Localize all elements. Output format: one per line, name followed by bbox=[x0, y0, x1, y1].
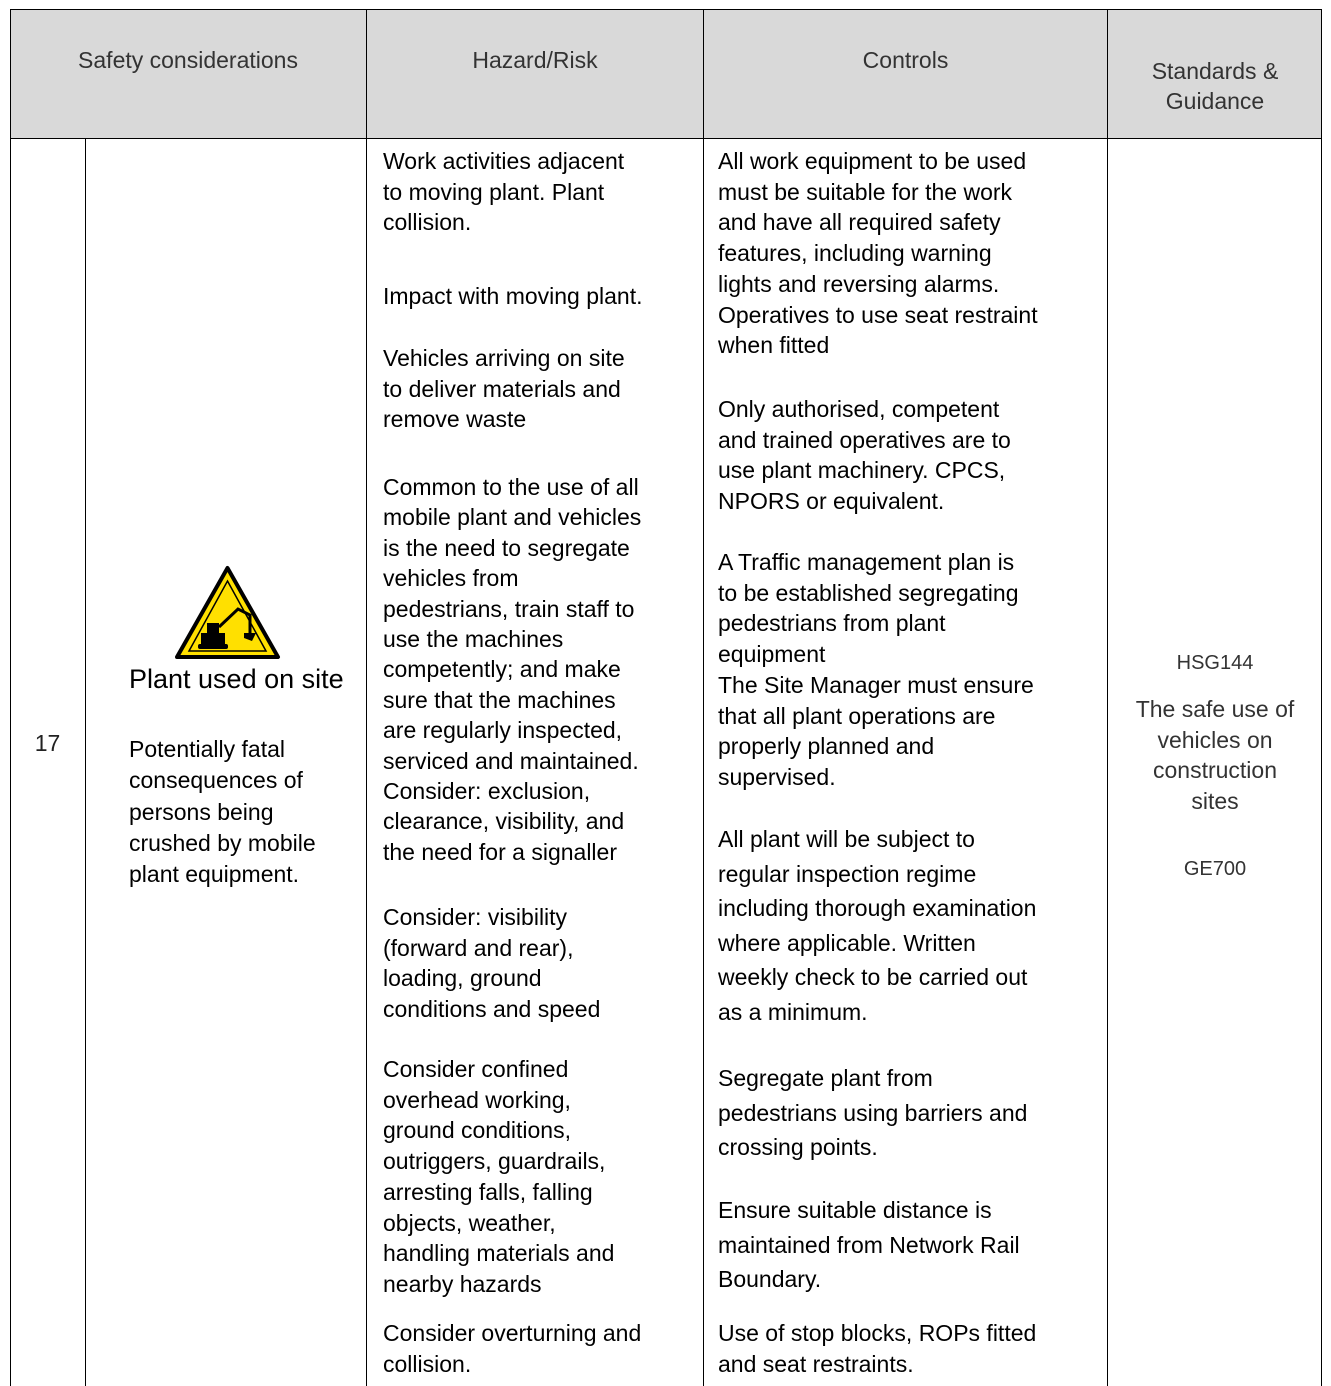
control-line: All plant will be subject to bbox=[718, 826, 975, 852]
hazard-line: use the machines bbox=[383, 626, 564, 653]
table-top-border bbox=[10, 9, 1322, 10]
standards-column-divider bbox=[1107, 9, 1108, 1386]
control-line: Segregate plant from bbox=[718, 1065, 933, 1091]
control-line: A Traffic management plan is bbox=[718, 549, 1015, 575]
hazard-line: Consider: visibility bbox=[383, 904, 568, 930]
hazard-line: Consider: exclusion, bbox=[383, 778, 591, 805]
header-standards-guidance bbox=[1108, 9, 1322, 139]
hazard-line: to moving plant. Plant bbox=[383, 178, 605, 205]
control-block bbox=[718, 1061, 1027, 1165]
control-line: The Site Manager must ensure bbox=[718, 671, 1034, 698]
hazard-block bbox=[383, 1318, 641, 1379]
standards-code-ge700: GE700 bbox=[1183, 858, 1247, 880]
controls-column-divider bbox=[703, 9, 704, 1386]
control-line: equipment bbox=[718, 641, 826, 668]
control-line: as a minimum. bbox=[718, 998, 868, 1025]
guidance-line: construction bbox=[1152, 757, 1277, 783]
hazard-line: conditions and speed bbox=[383, 996, 601, 1023]
control-line: must be suitable for the work bbox=[718, 178, 1013, 205]
hazard-block bbox=[383, 281, 643, 312]
control-line: features, including warning bbox=[718, 240, 992, 267]
hazard-column-divider bbox=[366, 9, 367, 1386]
control-block bbox=[718, 1318, 1036, 1379]
hazard-block bbox=[383, 146, 624, 238]
control-line: maintained from Network Rail bbox=[718, 1231, 1020, 1258]
hazard-line: to deliver materials and bbox=[383, 375, 621, 402]
standards-guidance-text bbox=[1109, 694, 1321, 816]
control-line: including thorough examination bbox=[718, 895, 1037, 921]
hazard-line: Work activities adjacent bbox=[383, 148, 625, 174]
control-line: Operatives to use seat restraint bbox=[718, 301, 1038, 328]
header-hazard-risk: Hazard/Risk bbox=[472, 47, 598, 73]
control-line: regular inspection regime bbox=[718, 860, 977, 887]
hazard-line: handling materials and bbox=[383, 1240, 615, 1267]
description-line: plant equipment. bbox=[129, 861, 300, 888]
hazard-line: competently; and make bbox=[383, 656, 621, 683]
guidance-line: vehicles on bbox=[1157, 726, 1273, 753]
description-line: consequences of bbox=[129, 767, 303, 794]
hazard-block bbox=[383, 902, 600, 1025]
control-line: where applicable. Written bbox=[718, 929, 976, 956]
row-number: 17 bbox=[34, 730, 61, 756]
hazard-line: mobile plant and vehicles bbox=[383, 504, 642, 531]
control-line: properly planned and bbox=[718, 733, 935, 760]
control-line: pedestrians using barriers and bbox=[718, 1099, 1028, 1126]
hazard-line: overhead working, bbox=[383, 1086, 571, 1113]
hazard-description bbox=[129, 734, 359, 890]
hazard-line: is the need to segregate bbox=[383, 534, 630, 561]
hazard-line: collision. bbox=[383, 209, 472, 236]
hazard-line: loading, ground bbox=[383, 965, 542, 992]
hazard-line: objects, weather, bbox=[383, 1209, 556, 1236]
hazard-line: clearance, visibility, and bbox=[383, 808, 625, 835]
table-right-border bbox=[1321, 9, 1322, 1386]
guidance-line: The safe use of bbox=[1135, 696, 1295, 722]
header-controls: Controls bbox=[862, 47, 949, 73]
control-line: supervised. bbox=[718, 763, 836, 790]
hazard-line: arresting falls, falling bbox=[383, 1178, 593, 1205]
hazard-line: Impact with moving plant. bbox=[383, 283, 643, 309]
control-line: crossing points. bbox=[718, 1134, 878, 1160]
description-line: crushed by mobile bbox=[129, 829, 316, 856]
hazard-line: Vehicles arriving on site bbox=[383, 345, 625, 371]
hazard-line: collision. bbox=[383, 1350, 472, 1377]
hazard-line: nearby hazards bbox=[383, 1270, 542, 1297]
guidance-line: sites bbox=[1191, 787, 1239, 814]
control-line: that all plant operations are bbox=[718, 702, 996, 729]
hazard-line: are regularly inspected, bbox=[383, 717, 623, 744]
hazard-line: remove waste bbox=[383, 406, 527, 433]
control-block bbox=[718, 146, 1038, 361]
control-line: NPORS or equivalent. bbox=[718, 488, 945, 515]
control-block bbox=[718, 547, 1034, 793]
hazard-line: sure that the machines bbox=[383, 686, 616, 713]
control-line: and have all required safety bbox=[718, 209, 1001, 236]
header-standards-line1: Standards & bbox=[1151, 58, 1279, 84]
control-line: All work equipment to be used bbox=[718, 148, 1027, 174]
hazard-line: (forward and rear), bbox=[383, 934, 574, 961]
excavator-warning-sign-icon bbox=[174, 565, 281, 660]
hazard-line: pedestrians, train staff to bbox=[383, 595, 635, 622]
header-standards-line2: Guidance bbox=[1165, 88, 1265, 114]
header-safety-considerations: Safety considerations bbox=[78, 47, 298, 73]
hazard-line: Common to the use of all bbox=[383, 474, 639, 500]
control-block bbox=[718, 822, 1036, 1029]
control-line: when fitted bbox=[718, 332, 830, 359]
hazard-block bbox=[383, 1054, 614, 1300]
control-line: Only authorised, competent bbox=[718, 396, 1000, 422]
description-line: persons being bbox=[129, 798, 274, 825]
header-bottom-border bbox=[10, 138, 1322, 139]
control-line: lights and reversing alarms. bbox=[718, 270, 1000, 297]
control-block bbox=[718, 394, 1011, 517]
control-line: to be established segregating bbox=[718, 579, 1019, 606]
hazard-line: serviced and maintained. bbox=[383, 747, 639, 774]
description-line: Potentially fatal bbox=[129, 736, 285, 762]
table-left-border bbox=[10, 9, 11, 1386]
control-line: pedestrians from plant bbox=[718, 610, 946, 637]
control-block bbox=[718, 1193, 1020, 1297]
control-line: Ensure suitable distance is bbox=[718, 1197, 992, 1223]
hazard-line: outriggers, guardrails, bbox=[383, 1148, 606, 1175]
control-line: Boundary. bbox=[718, 1266, 822, 1292]
hazard-block bbox=[383, 472, 641, 867]
hazard-title: Plant used on site bbox=[129, 664, 344, 694]
hazard-block bbox=[383, 343, 625, 435]
control-line: and seat restraints. bbox=[718, 1350, 914, 1377]
hazard-line: ground conditions, bbox=[383, 1117, 571, 1144]
control-line: use plant machinery. CPCS, bbox=[718, 457, 1006, 484]
hazard-line: vehicles from bbox=[383, 565, 519, 592]
control-line: and trained operatives are to bbox=[718, 426, 1011, 453]
hazard-line: the need for a signaller bbox=[383, 838, 617, 865]
number-column-divider bbox=[85, 139, 86, 1386]
hazard-line: Consider overturning and bbox=[383, 1320, 642, 1346]
hazard-line: Consider confined bbox=[383, 1056, 569, 1082]
control-line: weekly check to be carried out bbox=[718, 964, 1028, 990]
standards-code-hsg144: HSG144 bbox=[1176, 652, 1254, 674]
control-line: Use of stop blocks, ROPs fitted bbox=[718, 1320, 1037, 1346]
